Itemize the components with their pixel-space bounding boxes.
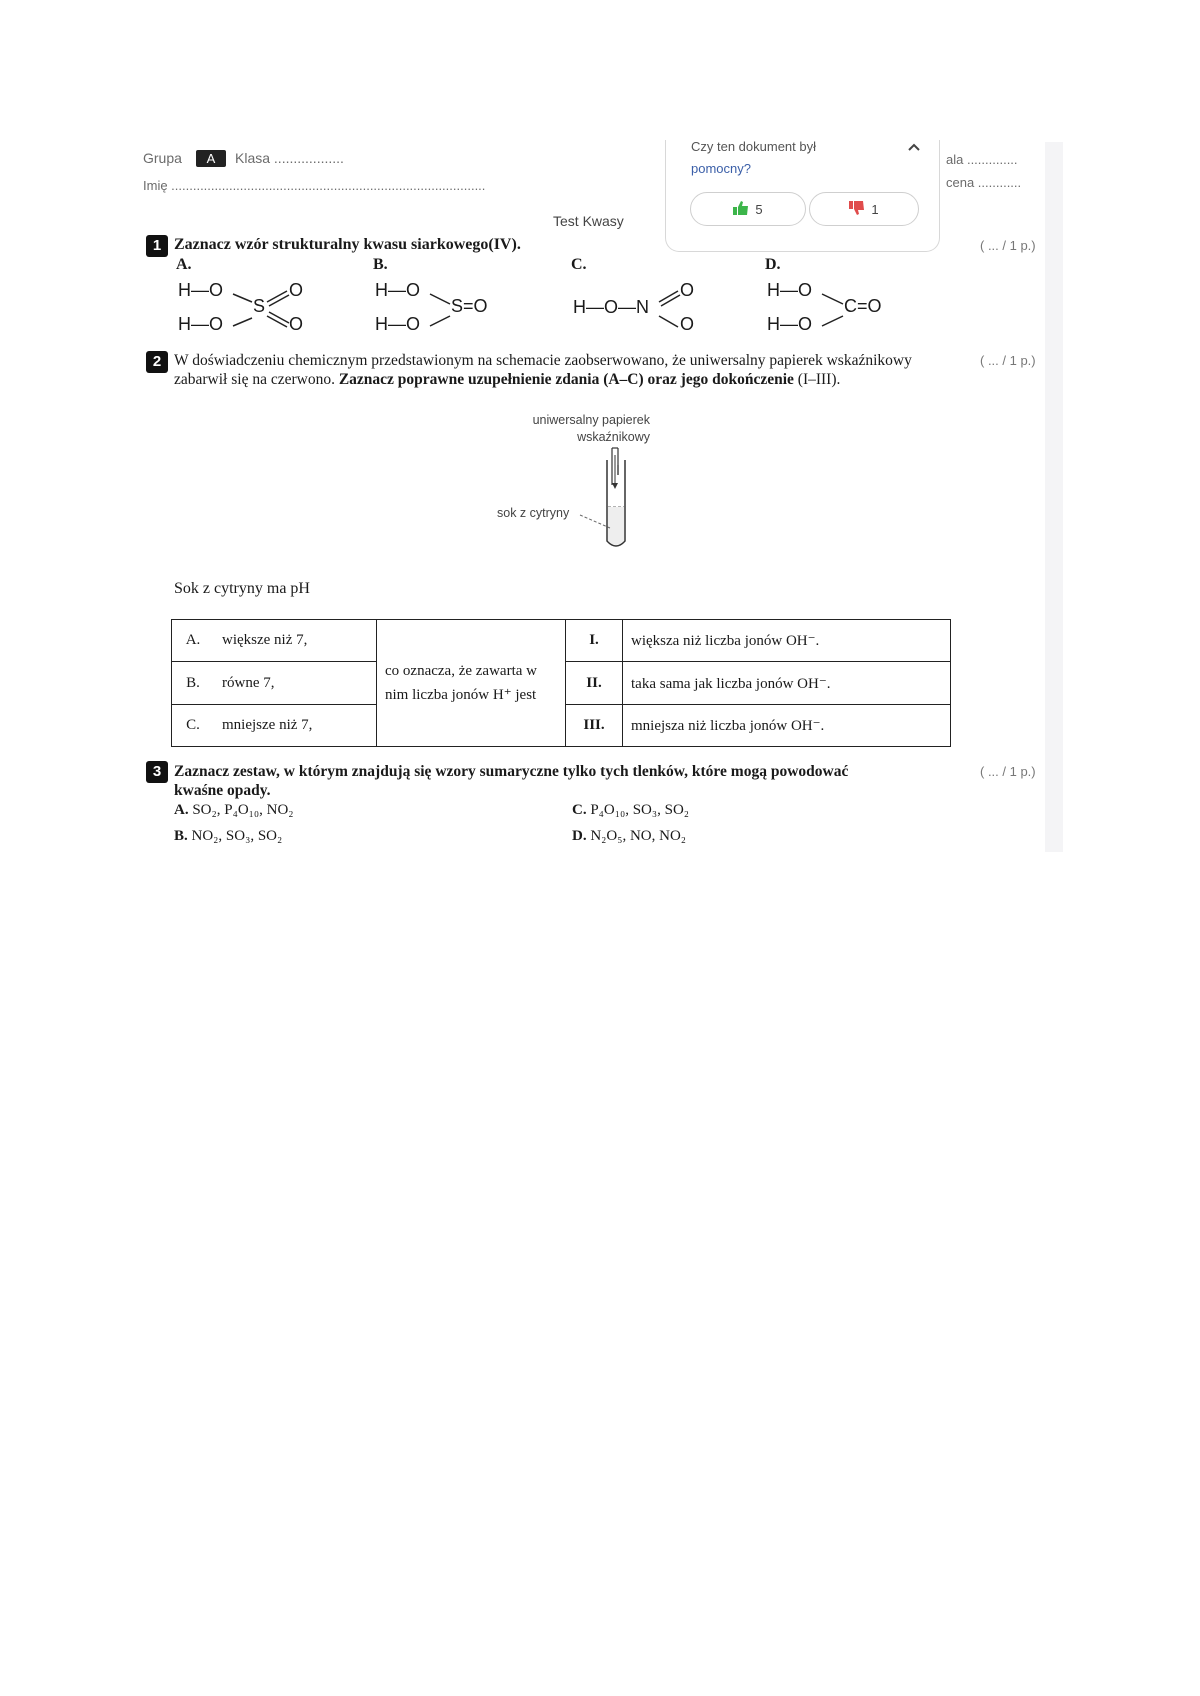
q3-option-label: A.	[174, 802, 189, 818]
q3-option-text: SO₂, P₄O₁₀, NO₂	[192, 802, 294, 818]
q2-row-rkey[interactable]: II.	[566, 662, 623, 705]
q2-middle-text: co oznacza, że zawarta w nim liczba jonów H⁺ jest	[377, 620, 566, 747]
q1-text: Zaznacz wzór strukturalny kwasu siarkowego(IV).	[174, 236, 521, 253]
q3-option-a[interactable]	[174, 802, 294, 819]
q2-row-text[interactable]: równe 7,	[214, 662, 377, 705]
formula-text: H—O	[767, 314, 812, 334]
q2-points: ( ... / 1 p.)	[980, 353, 1036, 368]
chevron-up-icon[interactable]	[904, 140, 924, 156]
formula-text: H—O	[178, 314, 223, 334]
formula-text: H—O	[375, 280, 420, 300]
q2-text-bold: Zaznacz poprawne uzupełnienie zdania (A–C) oraz jego dokończenie	[338, 371, 794, 388]
class-field: Klasa ..................	[235, 150, 344, 166]
q1-option-c-label: C.	[571, 256, 587, 273]
scale-field: ala ..............	[946, 152, 1018, 167]
q2-row-key[interactable]: C.	[172, 705, 215, 747]
group-badge: A	[196, 150, 226, 167]
formula-bonds	[573, 280, 723, 340]
like-button[interactable]	[690, 192, 806, 226]
q3-option-text: P₄O₁₀, SO₃, SO₂	[590, 802, 690, 818]
q1-option-a-label: A.	[176, 256, 192, 273]
q1-option-b-label: B.	[373, 256, 388, 273]
formula-text: S=O	[451, 296, 488, 316]
group-label: Grupa	[143, 150, 182, 166]
formula-bonds	[767, 280, 917, 340]
formula-text: H—O—N	[573, 297, 649, 317]
q3-text-line: Zaznacz zestaw, w którym znajdują się wzory sumaryczne tylko tych tlenków, które mogą powodować	[174, 763, 849, 780]
q2-text-normal: W doświadczeniu chemicznym przedstawionym na schemacie zaobserwowano, że uniwersalny papierek wskaźnikowy zabarwił się na czerwono.	[174, 352, 912, 388]
formula-bonds	[178, 280, 328, 340]
diagram-label-line: wskaźnikowy	[577, 430, 650, 444]
q2-lead: Sok z cytryny ma pH	[174, 580, 310, 597]
like-count: 5	[755, 201, 763, 217]
test-title: Test Kwasy	[553, 213, 624, 229]
dislike-button[interactable]	[809, 192, 919, 226]
grade-field: cena ............	[946, 175, 1022, 190]
scroll-track[interactable]	[1045, 142, 1063, 852]
q3-option-c[interactable]	[572, 802, 689, 819]
q2-row-key[interactable]: B.	[172, 662, 215, 705]
question-number: 3	[146, 761, 168, 783]
q2-row-key[interactable]: A.	[172, 620, 215, 662]
q2-answer-table	[171, 619, 951, 747]
q2-text	[174, 351, 934, 389]
q2-text-tail: (I–III).	[797, 371, 841, 388]
q2-row-rtext[interactable]: taka sama jak liczba jonów OH⁻.	[623, 662, 951, 705]
formula-text: H—O	[767, 280, 812, 300]
q3-option-d[interactable]	[572, 828, 686, 845]
q1-option-a-formula[interactable]	[178, 280, 328, 340]
formula-text: S	[253, 296, 266, 316]
q2-row-text[interactable]: większe niż 7,	[214, 620, 377, 662]
q3-text	[174, 762, 954, 800]
thumbs-down-icon	[849, 201, 865, 218]
q1-option-d-label: D.	[765, 256, 781, 273]
q1-option-b-formula[interactable]	[375, 280, 525, 340]
name-field: Imię .......................................................................................	[143, 178, 486, 193]
formula-text: H—O	[375, 314, 420, 334]
diagram-label-line: uniwersalny papierek	[532, 413, 650, 427]
q3-option-label: B.	[174, 828, 188, 844]
formula-text: C=O	[844, 296, 882, 316]
question-number: 2	[146, 351, 168, 373]
q3-option-label: D.	[572, 828, 587, 844]
helpful-popup	[665, 140, 940, 252]
formula-text: H—O	[178, 280, 223, 300]
q3-points: ( ... / 1 p.)	[980, 764, 1036, 779]
q3-option-b[interactable]	[174, 828, 282, 845]
q2-row-rtext[interactable]: mniejsza niż liczba jonów OH⁻.	[623, 705, 951, 747]
formula-text: O	[680, 280, 695, 300]
q1-option-d-formula[interactable]	[767, 280, 917, 340]
diagram-label-paper	[480, 412, 650, 446]
popup-question	[691, 136, 816, 180]
diagram-label-juice: sok z cytryny	[497, 506, 570, 520]
thumbs-up-icon	[733, 201, 749, 218]
q1-points: ( ... / 1 p.)	[980, 238, 1036, 253]
q3-text-line: kwaśne opady.	[174, 782, 271, 799]
popup-question-line1: Czy ten dokument był	[691, 139, 817, 154]
q3-option-label: C.	[572, 802, 587, 818]
formula-text: O	[680, 314, 695, 334]
test-tube-diagram	[570, 445, 670, 555]
question-number: 1	[146, 235, 168, 257]
q2-row-text[interactable]: mniejsze niż 7,	[214, 705, 377, 747]
q2-row-rtext[interactable]: większa niż liczba jonów OH⁻.	[623, 620, 951, 662]
formula-text: O	[289, 280, 304, 300]
q3-option-text: N₂O₅, NO, NO₂	[590, 828, 687, 844]
q2-row-rkey[interactable]: III.	[566, 705, 623, 747]
formula-text: O	[289, 314, 304, 334]
q3-option-text: NO₂, SO₃, SO₂	[191, 828, 283, 844]
q2-row-rkey[interactable]: I.	[566, 620, 623, 662]
popup-question-line2: pomocny?	[691, 161, 751, 176]
formula-bonds	[375, 280, 525, 340]
q1-option-c-formula[interactable]	[573, 280, 723, 340]
dislike-count: 1	[871, 201, 879, 217]
